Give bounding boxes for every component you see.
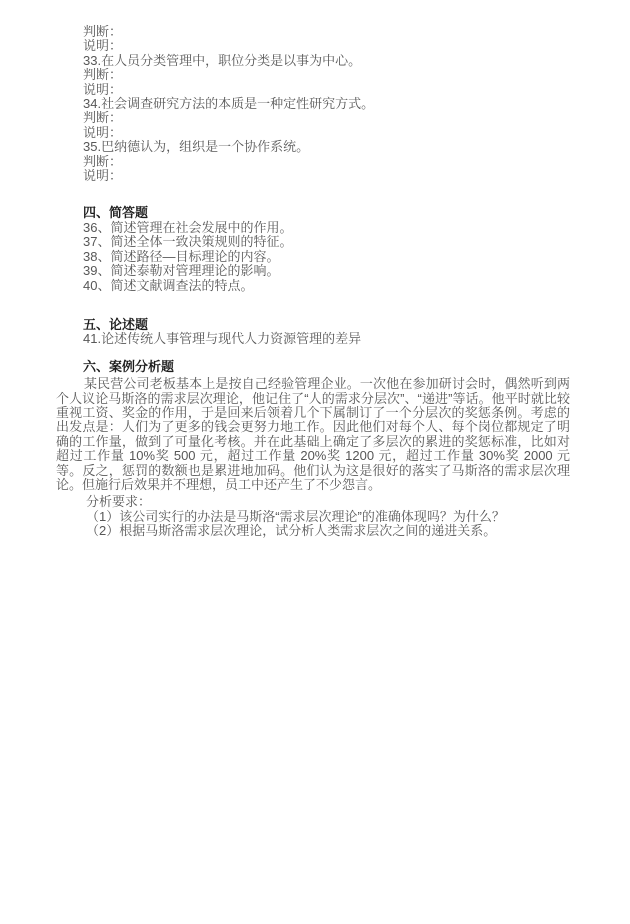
exam-document-page	[56, 25, 570, 539]
analysis-requirements-label: 分析要求：	[86, 494, 152, 510]
explanation-label: 说明：	[83, 124, 123, 140]
essay-section	[56, 318, 570, 347]
section-6-heading: 六、案例分析题	[83, 358, 175, 374]
question-39: 39、简述泰勒对管理理论的影响。	[83, 263, 280, 279]
question-38: 38、简述路径—目标理论的内容。	[83, 248, 280, 264]
case-analysis-section	[56, 360, 570, 539]
question-33: 33.在人员分类管理中，职位分类是以事为中心。	[83, 52, 362, 68]
judgment-label: 判断：	[83, 67, 123, 83]
question-41: 41.论述传统人事管理与现代人力资源管理的差异	[83, 331, 362, 347]
question-35: 35.巴纳德认为，组织是一个协作系统。	[83, 139, 310, 155]
section-4-heading: 四、简答题	[83, 205, 149, 221]
judgment-label: 判断：	[83, 24, 123, 39]
judgment-label: 判断：	[83, 110, 123, 126]
section-5-heading: 五、论述题	[83, 316, 149, 332]
judgment-questions-block	[56, 25, 570, 183]
question-36: 36、简述管理在社会发展中的作用。	[83, 219, 293, 235]
case-question-1: （1）该公司实行的办法是马斯洛“需求层次理论”的准确体现吗？为什么？	[86, 508, 505, 524]
explanation-label: 说明：	[83, 81, 123, 97]
judgment-label: 判断：	[83, 153, 123, 169]
short-answer-section	[56, 206, 570, 292]
explanation-label: 说明：	[83, 168, 123, 184]
explanation-label: 说明：	[83, 38, 123, 54]
question-34: 34.社会调查研究方法的本质是一种定性研究方式。	[83, 96, 375, 112]
question-40: 40、简述文献调查法的特点。	[83, 277, 254, 293]
case-question-2: （2）根据马斯洛需求层次理论，试分析人类需求层次之间的递进关系。	[86, 523, 497, 539]
case-paragraph: 某民营公司老板基本上是按自己经验管理企业。一次他在参加研讨会时，偶然听到两个人议论马斯洛的需求层次理论，他记住了“人的需求分层次”、“递进”等话。他平时就比较重视工资、奖金的作用，于是回来后领着几个下属制订了一个分层次的奖惩条例。考虑的出发点是：人们为了更多的钱会更努力地工作。因此他们对每个人、每个岗位都规定了明确的工作量，做到了可量化考核。并在此基础上确定了多层次的累进的奖惩标准，比如对超过工作量 10%奖 500 元，超过工作量 20%奖 1200 元，超过工作量 30%奖 2000 元等。反之，惩罚的数额也是累进地加码。他们认为这是很好的落实了马斯洛的需求层次理论。但施行后效果并不理想，员工中还产生了不少怨言。	[56, 376, 570, 492]
question-37: 37、简述全体一致决策规则的特征。	[83, 234, 293, 250]
